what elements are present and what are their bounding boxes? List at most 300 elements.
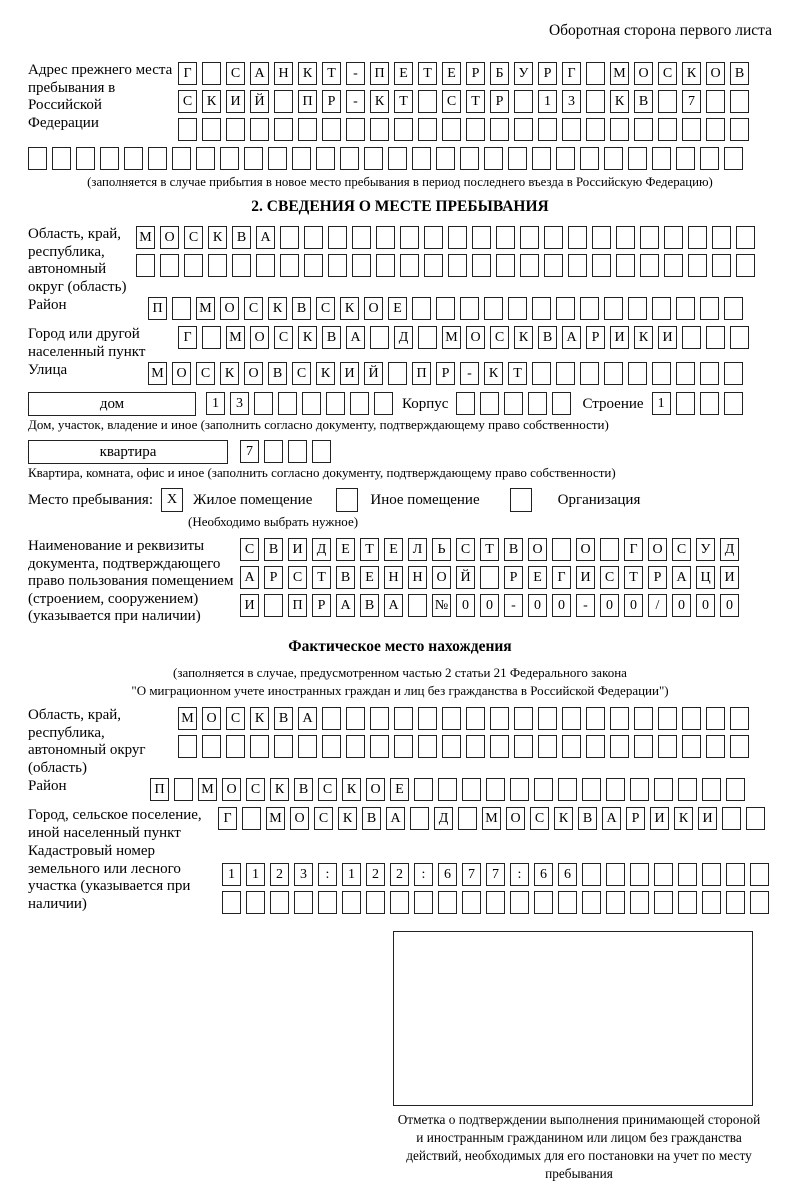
char-box[interactable]: У [696, 538, 715, 561]
char-box[interactable] [736, 254, 755, 277]
char-box[interactable] [722, 807, 741, 830]
char-box[interactable] [586, 62, 605, 85]
char-box[interactable] [346, 118, 365, 141]
char-box[interactable] [466, 735, 485, 758]
char-box[interactable] [322, 707, 341, 730]
char-box[interactable] [724, 392, 743, 415]
char-box[interactable] [538, 707, 557, 730]
char-box[interactable]: П [370, 62, 389, 85]
char-box[interactable] [202, 735, 221, 758]
char-box[interactable] [630, 863, 649, 886]
char-box[interactable]: С [288, 566, 307, 589]
char-box[interactable]: П [412, 362, 431, 385]
char-box[interactable] [504, 392, 523, 415]
char-box[interactable] [390, 891, 409, 914]
char-box[interactable] [268, 147, 287, 170]
char-box[interactable] [388, 147, 407, 170]
char-box[interactable]: К [674, 807, 693, 830]
char-box[interactable] [342, 891, 361, 914]
char-box[interactable]: Д [434, 807, 453, 830]
char-box[interactable]: 7 [682, 90, 701, 113]
char-box[interactable]: В [322, 326, 341, 349]
char-box[interactable] [370, 118, 389, 141]
char-box[interactable]: А [672, 566, 691, 589]
char-box[interactable]: О [648, 538, 667, 561]
char-box[interactable] [750, 863, 769, 886]
char-box[interactable]: К [202, 90, 221, 113]
char-box[interactable] [730, 326, 749, 349]
char-box[interactable]: В [292, 297, 311, 320]
char-box[interactable]: Н [274, 62, 293, 85]
char-box[interactable] [178, 735, 197, 758]
char-box[interactable] [586, 90, 605, 113]
char-box[interactable] [400, 226, 419, 249]
char-box[interactable] [664, 254, 683, 277]
char-box[interactable] [52, 147, 71, 170]
char-box[interactable]: 0 [672, 594, 691, 617]
char-box[interactable]: В [730, 62, 749, 85]
char-box[interactable] [582, 778, 601, 801]
char-box[interactable] [274, 735, 293, 758]
char-box[interactable] [136, 254, 155, 277]
char-box[interactable]: А [336, 594, 355, 617]
char-box[interactable]: О [634, 62, 653, 85]
char-box[interactable]: В [264, 538, 283, 561]
char-box[interactable]: 0 [624, 594, 643, 617]
char-box[interactable] [532, 362, 551, 385]
char-box[interactable] [274, 90, 293, 113]
char-box[interactable] [298, 118, 317, 141]
char-box[interactable] [76, 147, 95, 170]
char-box[interactable] [724, 362, 743, 385]
char-box[interactable]: Т [312, 566, 331, 589]
char-box[interactable]: - [460, 362, 479, 385]
char-box[interactable]: 1 [246, 863, 265, 886]
char-box[interactable]: В [538, 326, 557, 349]
char-box[interactable] [730, 90, 749, 113]
char-box[interactable]: С [658, 62, 677, 85]
char-box[interactable] [702, 863, 721, 886]
char-box[interactable]: 6 [438, 863, 457, 886]
char-box[interactable] [562, 735, 581, 758]
char-box[interactable] [610, 118, 629, 141]
char-box[interactable]: Т [466, 90, 485, 113]
char-box[interactable] [418, 707, 437, 730]
char-box[interactable]: С [314, 807, 333, 830]
char-box[interactable] [424, 254, 443, 277]
char-box[interactable]: С [244, 297, 263, 320]
char-box[interactable]: 3 [230, 392, 249, 415]
char-box[interactable]: О [220, 297, 239, 320]
char-box[interactable]: П [150, 778, 169, 801]
char-box[interactable]: С [178, 90, 197, 113]
char-box[interactable]: Е [528, 566, 547, 589]
char-box[interactable] [438, 891, 457, 914]
char-box[interactable] [724, 297, 743, 320]
char-box[interactable] [418, 118, 437, 141]
char-box[interactable]: Г [562, 62, 581, 85]
char-box[interactable] [374, 392, 393, 415]
char-box[interactable]: С [530, 807, 549, 830]
char-box[interactable]: Е [442, 62, 461, 85]
char-box[interactable] [442, 735, 461, 758]
char-box[interactable]: К [220, 362, 239, 385]
char-box[interactable]: И [658, 326, 677, 349]
char-box[interactable]: П [298, 90, 317, 113]
char-box[interactable] [654, 891, 673, 914]
char-box[interactable] [580, 147, 599, 170]
char-box[interactable] [442, 118, 461, 141]
char-box[interactable] [304, 226, 323, 249]
char-box[interactable] [326, 392, 345, 415]
char-box[interactable] [410, 807, 429, 830]
char-box[interactable] [658, 90, 677, 113]
char-box[interactable] [586, 735, 605, 758]
char-box[interactable] [100, 147, 119, 170]
char-box[interactable]: Р [504, 566, 523, 589]
char-box[interactable]: Р [648, 566, 667, 589]
char-box[interactable] [568, 254, 587, 277]
char-box[interactable] [678, 778, 697, 801]
char-box[interactable]: А [602, 807, 621, 830]
char-box[interactable] [610, 735, 629, 758]
char-box[interactable] [652, 297, 671, 320]
char-box[interactable]: К [270, 778, 289, 801]
char-box[interactable]: 1 [538, 90, 557, 113]
char-box[interactable] [606, 778, 625, 801]
char-box[interactable] [202, 118, 221, 141]
char-box[interactable] [412, 147, 431, 170]
char-box[interactable]: Т [418, 62, 437, 85]
char-box[interactable] [706, 118, 725, 141]
char-box[interactable]: С [442, 90, 461, 113]
char-box[interactable]: С [672, 538, 691, 561]
char-box[interactable] [700, 147, 719, 170]
char-box[interactable]: Е [384, 538, 403, 561]
char-box[interactable]: О [160, 226, 179, 249]
char-box[interactable] [586, 707, 605, 730]
char-box[interactable] [254, 392, 273, 415]
char-box[interactable]: М [148, 362, 167, 385]
char-box[interactable]: С [456, 538, 475, 561]
char-box[interactable]: С [240, 538, 259, 561]
char-box[interactable]: Й [456, 566, 475, 589]
char-box[interactable] [460, 297, 479, 320]
char-box[interactable] [370, 707, 389, 730]
char-box[interactable] [322, 118, 341, 141]
char-box[interactable] [634, 118, 653, 141]
char-box[interactable] [394, 118, 413, 141]
char-box[interactable]: М [226, 326, 245, 349]
char-box[interactable] [552, 392, 571, 415]
char-box[interactable] [328, 226, 347, 249]
char-box[interactable]: Л [408, 538, 427, 561]
char-box[interactable]: 6 [558, 863, 577, 886]
char-box[interactable]: К [316, 362, 335, 385]
char-box[interactable]: А [250, 62, 269, 85]
char-box[interactable] [242, 807, 261, 830]
char-box[interactable] [462, 891, 481, 914]
organization-checkbox[interactable] [510, 488, 532, 512]
char-box[interactable] [424, 226, 443, 249]
char-box[interactable]: У [514, 62, 533, 85]
char-box[interactable] [568, 226, 587, 249]
char-box[interactable] [222, 891, 241, 914]
char-box[interactable] [174, 778, 193, 801]
char-box[interactable] [604, 297, 623, 320]
char-box[interactable] [256, 254, 275, 277]
char-box[interactable]: Р [312, 594, 331, 617]
char-box[interactable] [610, 707, 629, 730]
char-box[interactable]: : [414, 863, 433, 886]
char-box[interactable] [28, 147, 47, 170]
char-box[interactable]: О [576, 538, 595, 561]
char-box[interactable]: К [682, 62, 701, 85]
char-box[interactable] [298, 735, 317, 758]
char-box[interactable]: - [346, 62, 365, 85]
char-box[interactable]: 1 [342, 863, 361, 886]
char-box[interactable] [616, 226, 635, 249]
char-box[interactable]: К [208, 226, 227, 249]
char-box[interactable] [628, 147, 647, 170]
char-box[interactable] [706, 707, 725, 730]
char-box[interactable]: П [148, 297, 167, 320]
char-box[interactable]: 3 [294, 863, 313, 886]
char-box[interactable] [246, 891, 265, 914]
char-box[interactable] [484, 147, 503, 170]
char-box[interactable]: Г [552, 566, 571, 589]
char-box[interactable]: Р [466, 62, 485, 85]
char-box[interactable]: К [484, 362, 503, 385]
house-type-box[interactable]: дом [28, 392, 196, 416]
char-box[interactable]: К [298, 62, 317, 85]
char-box[interactable]: Й [250, 90, 269, 113]
char-box[interactable] [458, 807, 477, 830]
char-box[interactable] [370, 735, 389, 758]
char-box[interactable] [436, 147, 455, 170]
char-box[interactable] [678, 863, 697, 886]
char-box[interactable]: О [172, 362, 191, 385]
char-box[interactable]: И [650, 807, 669, 830]
char-box[interactable] [496, 226, 515, 249]
char-box[interactable] [604, 147, 623, 170]
char-box[interactable]: : [318, 863, 337, 886]
char-box[interactable] [562, 707, 581, 730]
char-box[interactable] [472, 254, 491, 277]
char-box[interactable]: 7 [486, 863, 505, 886]
char-box[interactable]: Р [490, 90, 509, 113]
char-box[interactable]: И [698, 807, 717, 830]
char-box[interactable] [346, 735, 365, 758]
char-box[interactable]: С [196, 362, 215, 385]
char-box[interactable]: О [364, 297, 383, 320]
char-box[interactable] [172, 297, 191, 320]
char-box[interactable] [730, 707, 749, 730]
char-box[interactable] [456, 392, 475, 415]
char-box[interactable]: К [342, 778, 361, 801]
char-box[interactable] [442, 707, 461, 730]
char-box[interactable] [274, 118, 293, 141]
char-box[interactable]: 0 [600, 594, 619, 617]
char-box[interactable] [418, 735, 437, 758]
char-box[interactable] [688, 226, 707, 249]
char-box[interactable] [556, 362, 575, 385]
char-box[interactable]: С [318, 778, 337, 801]
char-box[interactable] [448, 226, 467, 249]
char-box[interactable] [532, 297, 551, 320]
char-box[interactable] [682, 118, 701, 141]
char-box[interactable]: С [246, 778, 265, 801]
char-box[interactable]: К [634, 326, 653, 349]
char-box[interactable] [352, 226, 371, 249]
char-box[interactable] [628, 362, 647, 385]
char-box[interactable] [466, 707, 485, 730]
char-box[interactable]: Т [394, 90, 413, 113]
char-box[interactable] [340, 147, 359, 170]
char-box[interactable]: 2 [366, 863, 385, 886]
char-box[interactable]: 1 [222, 863, 241, 886]
char-box[interactable] [436, 297, 455, 320]
char-box[interactable] [508, 297, 527, 320]
char-box[interactable] [292, 147, 311, 170]
char-box[interactable] [706, 326, 725, 349]
char-box[interactable] [202, 326, 221, 349]
char-box[interactable]: С [490, 326, 509, 349]
char-box[interactable] [350, 392, 369, 415]
char-box[interactable] [746, 807, 765, 830]
char-box[interactable] [730, 118, 749, 141]
char-box[interactable]: 2 [270, 863, 289, 886]
char-box[interactable]: Д [312, 538, 331, 561]
char-box[interactable]: А [562, 326, 581, 349]
char-box[interactable] [388, 362, 407, 385]
char-box[interactable] [486, 891, 505, 914]
char-box[interactable] [394, 735, 413, 758]
char-box[interactable] [208, 254, 227, 277]
char-box[interactable]: С [600, 566, 619, 589]
char-box[interactable]: В [274, 707, 293, 730]
char-box[interactable]: Г [218, 807, 237, 830]
char-box[interactable] [220, 147, 239, 170]
char-box[interactable]: О [222, 778, 241, 801]
char-box[interactable]: М [610, 62, 629, 85]
char-box[interactable]: Б [490, 62, 509, 85]
char-box[interactable] [278, 392, 297, 415]
char-box[interactable] [514, 735, 533, 758]
char-box[interactable]: 0 [480, 594, 499, 617]
char-box[interactable] [652, 362, 671, 385]
char-box[interactable]: И [610, 326, 629, 349]
char-box[interactable]: К [610, 90, 629, 113]
char-box[interactable]: И [720, 566, 739, 589]
char-box[interactable] [490, 707, 509, 730]
char-box[interactable]: 7 [240, 440, 259, 463]
char-box[interactable]: К [340, 297, 359, 320]
char-box[interactable]: В [578, 807, 597, 830]
char-box[interactable]: О [366, 778, 385, 801]
char-box[interactable]: Ц [696, 566, 715, 589]
char-box[interactable] [676, 362, 695, 385]
char-box[interactable]: Р [586, 326, 605, 349]
char-box[interactable] [676, 147, 695, 170]
char-box[interactable] [508, 147, 527, 170]
char-box[interactable]: С [184, 226, 203, 249]
char-box[interactable] [654, 778, 673, 801]
char-box[interactable]: Е [388, 297, 407, 320]
char-box[interactable]: Е [336, 538, 355, 561]
char-box[interactable]: Р [322, 90, 341, 113]
char-box[interactable]: Й [364, 362, 383, 385]
char-box[interactable] [520, 254, 539, 277]
char-box[interactable]: Г [178, 62, 197, 85]
char-box[interactable]: 0 [552, 594, 571, 617]
char-box[interactable] [460, 147, 479, 170]
char-box[interactable] [480, 566, 499, 589]
char-box[interactable]: В [294, 778, 313, 801]
char-box[interactable] [592, 226, 611, 249]
char-box[interactable] [418, 326, 437, 349]
char-box[interactable]: М [136, 226, 155, 249]
char-box[interactable] [582, 891, 601, 914]
char-box[interactable] [712, 254, 731, 277]
char-box[interactable]: М [178, 707, 197, 730]
char-box[interactable] [264, 440, 283, 463]
char-box[interactable]: 0 [456, 594, 475, 617]
char-box[interactable] [682, 326, 701, 349]
char-box[interactable]: А [384, 594, 403, 617]
char-box[interactable] [606, 863, 625, 886]
char-box[interactable]: О [432, 566, 451, 589]
char-box[interactable]: Т [480, 538, 499, 561]
char-box[interactable] [466, 118, 485, 141]
char-box[interactable]: М [196, 297, 215, 320]
char-box[interactable] [556, 147, 575, 170]
char-box[interactable] [270, 891, 289, 914]
char-box[interactable]: Д [394, 326, 413, 349]
char-box[interactable] [654, 863, 673, 886]
char-box[interactable] [682, 735, 701, 758]
char-box[interactable] [496, 254, 515, 277]
char-box[interactable] [634, 735, 653, 758]
char-box[interactable] [586, 118, 605, 141]
char-box[interactable]: П [288, 594, 307, 617]
char-box[interactable] [484, 297, 503, 320]
char-box[interactable] [726, 778, 745, 801]
char-box[interactable]: 0 [720, 594, 739, 617]
char-box[interactable] [558, 891, 577, 914]
char-box[interactable]: А [240, 566, 259, 589]
char-box[interactable]: В [634, 90, 653, 113]
char-box[interactable] [676, 297, 695, 320]
char-box[interactable] [730, 735, 749, 758]
char-box[interactable]: : [510, 863, 529, 886]
char-box[interactable] [700, 392, 719, 415]
char-box[interactable]: 0 [696, 594, 715, 617]
char-box[interactable] [702, 891, 721, 914]
char-box[interactable] [630, 778, 649, 801]
char-box[interactable] [486, 778, 505, 801]
char-box[interactable]: С [226, 707, 245, 730]
char-box[interactable]: Р [626, 807, 645, 830]
char-box[interactable] [556, 297, 575, 320]
char-box[interactable] [514, 118, 533, 141]
char-box[interactable]: В [268, 362, 287, 385]
char-box[interactable] [418, 90, 437, 113]
char-box[interactable] [294, 891, 313, 914]
apartment-type-box[interactable]: квартира [28, 440, 228, 464]
char-box[interactable] [640, 254, 659, 277]
char-box[interactable] [302, 392, 321, 415]
